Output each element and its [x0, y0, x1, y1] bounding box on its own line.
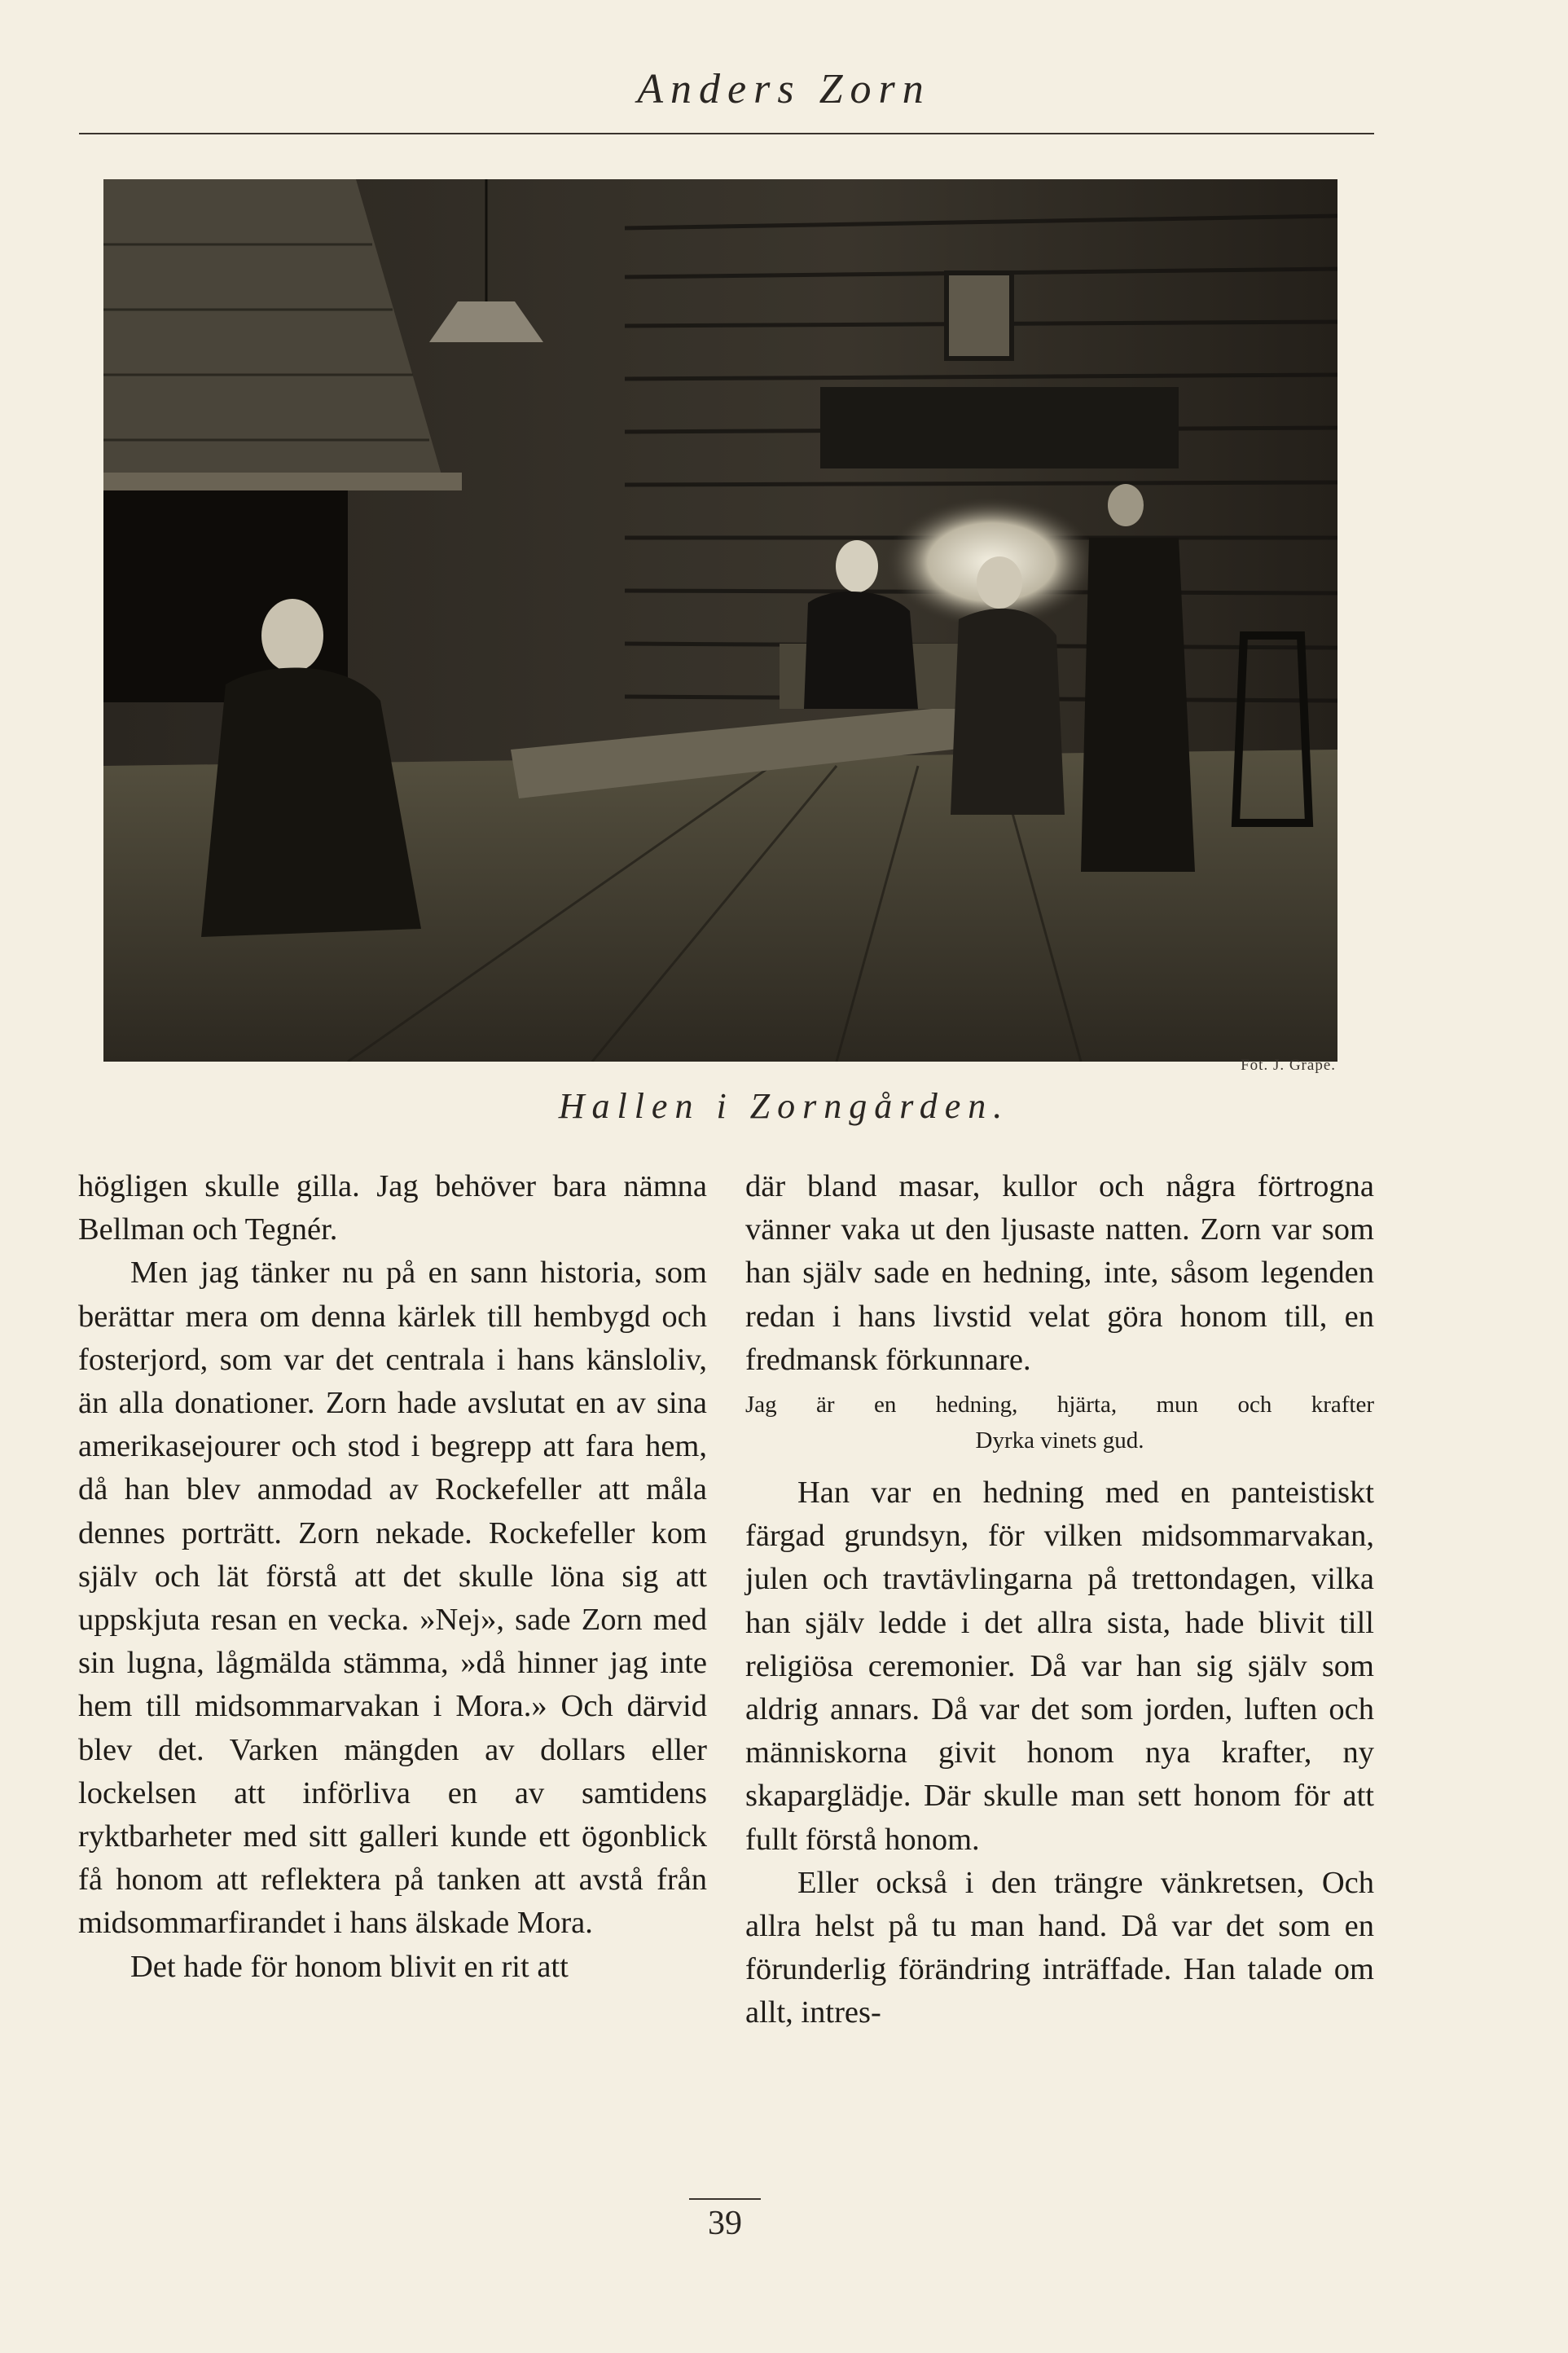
header-rule — [79, 133, 1374, 134]
page-number: 39 — [708, 2205, 742, 2242]
folio-rule — [689, 2198, 761, 2200]
left-column — [78, 1165, 707, 1989]
verse-line: Jag är en hedning, hjärta, mun och krafter — [745, 1392, 1374, 1418]
paragraph: Men jag tänker nu på en sann historia, som berättar mera om denna kärlek till hembygd och fosterjord, som var det centrala i hans känsloliv, än alla donationer. Zorn hade avslutat en av sina amerikasejourer och stod i begrepp att fara hem, då han blev anmodad av Rockefeller att måla dennes porträtt. Zorn nekade. Rockefeller kom själv och lät förstå att det skulle löna sig att uppskjuta resan en vecka. »Nej», sade Zorn med sin lugna, lågmälda stämma, »då hinner jag inte hem till midsommarvakan i Mora.» Och därvid blev det. Varken mängden av dollars eller lockelsen att införliva en av samtidens ryktbarheter med sitt galleri kunde ett ögonblick få honom att reflektera på tanken att avstå från midsommarfirandet i hans älskade Mora. — [78, 1256, 707, 1941]
photograph-hall-interior — [103, 179, 1337, 1062]
photo-credit: Fot. J. Grape. — [1241, 1057, 1336, 1074]
paragraph: där bland masar, kullor och några förtrogna vänner vaka ut den ljusaste natten. Zorn var som han själv sade en hedning, inte, såsom legenden redan i hans livstid velat göra honom till, en fredmansk förkunnare. — [745, 1169, 1374, 1377]
verse-quote — [745, 1387, 1374, 1458]
right-column — [745, 1165, 1374, 2035]
paragraph: Det hade för honom blivit en rit att — [130, 1949, 569, 1984]
paragraph: Han var en hedning med en panteistiskt färgad grundsyn, för vilken midsommarvakan, julen och travtävlingarna på trettondagen, vilka han själv ledde i det allra sista, hade blivit till religiösa ceremonier. Då var han sig själv som aldrig annars. Då var det som jorden, luften och människorna givit honom nya krafter, ny skaparglädje. Där skulle man sett honom för att fullt förstå honom. — [745, 1476, 1374, 1857]
photo-illustration — [103, 179, 1337, 1062]
verse-line: Dyrka vinets gud. — [975, 1427, 1144, 1454]
running-head: Anders Zorn — [637, 66, 931, 112]
paragraph: högligen skulle gilla. Jag behöver bara nämna Bellman och Tegnér. — [78, 1169, 707, 1247]
photo-caption: Hallen i Zorngården. — [558, 1086, 1010, 1126]
paragraph: Eller också i den trängre vänkretsen, Och allra helst på tu man hand. Då var det som en förunderlig förändring inträffade. Han talade om allt, intres- — [745, 1865, 1374, 2030]
